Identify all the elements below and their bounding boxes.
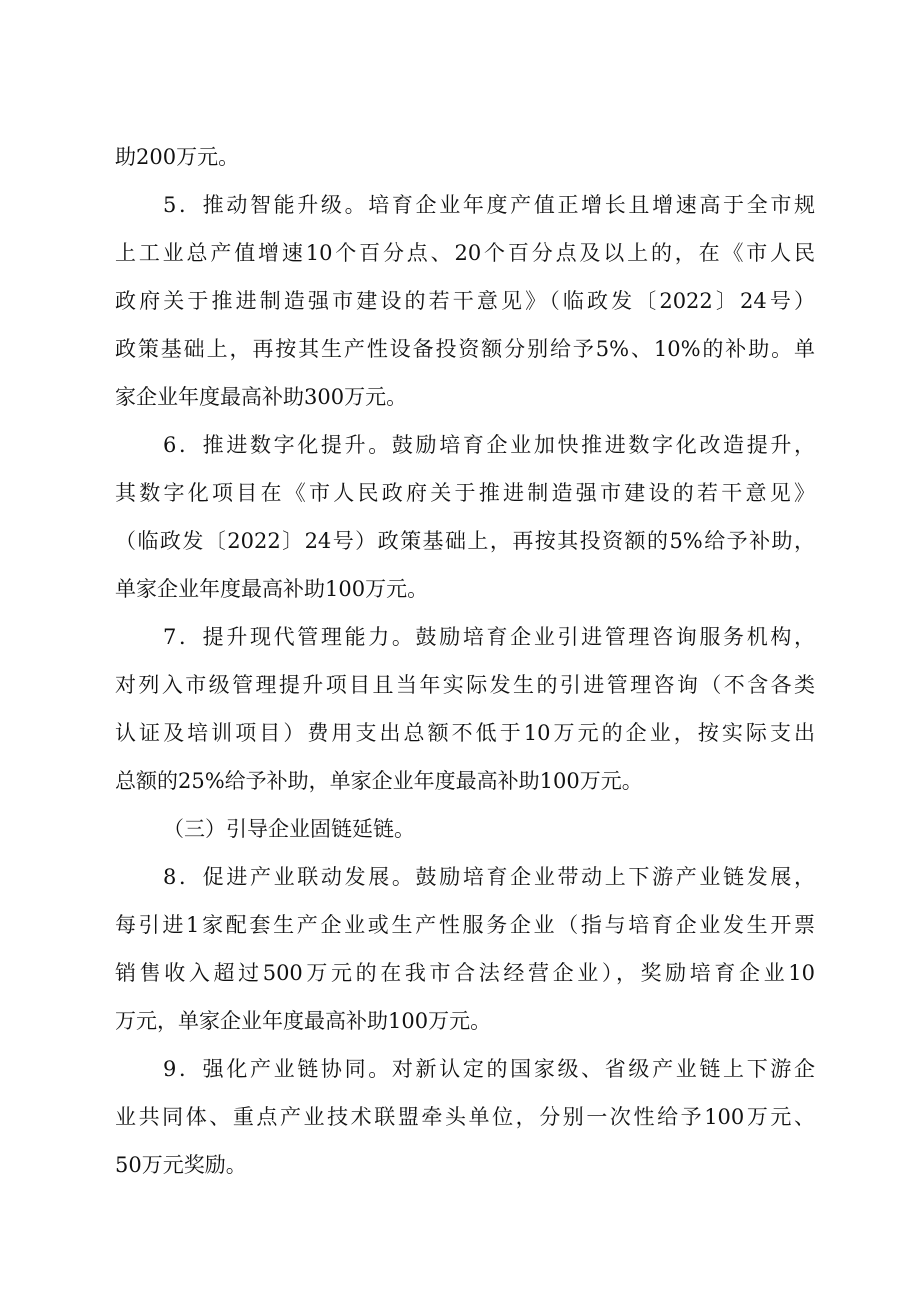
item-9-line-2: 业共同体、重点产业技术联盟牵头单位，分别一次性给予100万元、 (115, 1105, 815, 1129)
item-6-line-4: 单家企业年度最高补助100万元。 (115, 577, 429, 601)
item-6-line-1: 6．推进数字化提升。鼓励培育企业加快推进数字化改造提升， (163, 433, 815, 457)
item-5-line-1: 5．推动智能升级。培育企业年度产值正增长且增速高于全市规 (163, 193, 815, 217)
item-5-line-2: 上工业总产值增速10个百分点、20个百分点及以上的，在《市人民 (115, 241, 815, 265)
item-8-line-4: 万元，单家企业年度最高补助100万元。 (115, 1009, 492, 1033)
item-8-line-3: 销售收入超过500万元的在我市合法经营企业），奖励培育企业10 (115, 961, 815, 985)
item-7-line-1: 7．提升现代管理能力。鼓励培育企业引进管理咨询服务机构， (163, 625, 815, 649)
item-5-line-5: 家企业年度最高补助300万元。 (115, 385, 408, 409)
item-5-line-3: 政府关于推进制造强市建设的若干意见》（临政发〔2022〕24号） (115, 289, 815, 313)
item-9-line-3: 50万元奖励。 (115, 1153, 247, 1177)
section-3-heading: （三）引导企业固链延链。 (163, 817, 415, 841)
paragraph-continuation-line-1: 助200万元。 (115, 145, 240, 169)
item-7-line-4: 总额的25%给予补助，单家企业年度最高补助100万元。 (115, 769, 643, 793)
item-6-line-2: 其数字化项目在《市人民政府关于推进制造强市建设的若干意见》 (115, 481, 815, 505)
item-9-line-1: 9．强化产业链协同。对新认定的国家级、省级产业链上下游企 (163, 1057, 815, 1081)
item-6-line-3: （临政发〔2022〕24号）政策基础上，再按其投资额的5%给予补助， (115, 529, 815, 553)
item-7-line-2: 对列入市级管理提升项目且当年实际发生的引进管理咨询（不含各类 (115, 673, 815, 697)
item-7-line-3: 认证及培训项目）费用支出总额不低于10万元的企业，按实际支出 (115, 721, 815, 745)
item-8-line-1: 8．促进产业联动发展。鼓励培育企业带动上下游产业链发展， (163, 865, 815, 889)
item-5-line-4: 政策基础上，再按其生产性设备投资额分别给予5%、10%的补助。单 (115, 337, 815, 361)
item-8-line-2: 每引进1家配套生产企业或生产性服务企业（指与培育企业发生开票 (115, 913, 815, 937)
